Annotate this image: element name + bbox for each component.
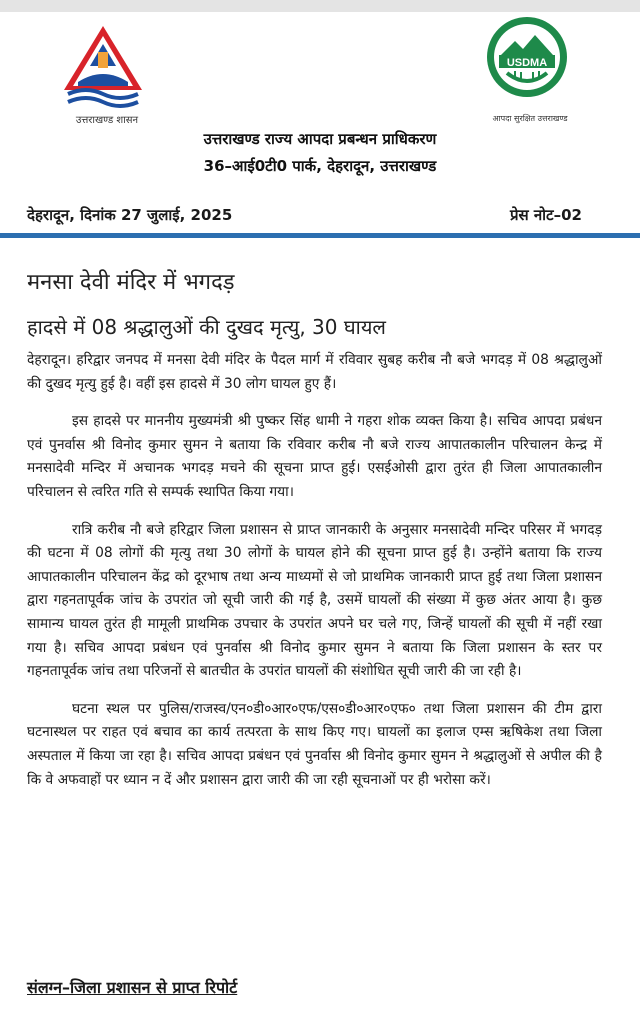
right-logo-caption: आपदा सुरक्षित उत्तराखण्ड	[492, 114, 568, 123]
paragraph-4: घटना स्थल पर पुलिस/राजस्व/एन०डी०आर०एफ/एस०डी०आर०एफ० तथा जिला प्रशासन की टीम द्वारा घटनास्थल पर राहत एवं बचाव का कार्य तत्परता के साथ किए गए। घायलों का इलाज एम्स ऋषिकेश तथा जिला अस्पताल में किया जा रहा है। सचिव आपदा प्रबंधन एवं पुनर्वास श्री विनोद कुमार सुमन ने श्रद्धालुओं से अपील की है कि वे अफवाहों पर ध्यान न दें और प्रशासन द्वारा जारी की जा रही सूचनाओं पर ही भरोसा करें।	[27, 700, 602, 788]
attachment-note: संलग्न–जिला प्रशासन से प्राप्त रिपोर्ट	[27, 978, 238, 997]
header-divider	[0, 233, 640, 238]
organization-name: उत्तराखण्ड राज्य आपदा प्रबन्धन प्राधिकरण	[203, 130, 437, 148]
organization-address: 36–आई0टी0 पार्क, देहरादून, उत्तराखण्ड	[203, 157, 437, 175]
press-release-body	[27, 349, 602, 806]
paragraph-2: इस हादसे पर माननीय मुख्यमंत्री श्री पुष्कर सिंह धामी ने गहरा शोक व्यक्त किया है। सचिव आपदा प्रबंधन एवं पुनर्वास श्री विनोद कुमार सुमन ने बताया कि रविवार करीब नौ बजे राज्य आपातकालीन परिचालन केन्द्र में मनसादेवी मन्दिर में अचानक भगदड़ मचने की सूचना प्राप्त हुई। एसईओसी द्वारा तुरंत ही जिला आपातकालीन परिचालन से त्वरित गति से सम्पर्क स्थापित किया गया।	[27, 413, 602, 500]
date-line: देहरादून, दिनांक 27 जुलाई, 2025	[27, 206, 233, 224]
uttarakhand-emblem-logo	[58, 22, 148, 122]
paragraph-1: देहरादून। हरिद्वार जनपद में मनसा देवी मंदिर के पैदल मार्ग में रविवार सुबह करीब नौ बजे भगदड़ में 08 श्रद्धालुओं की दुखद मृत्यु हुई है। वहीं इस हादसे में 30 लोग घायल हुए हैं।	[27, 352, 602, 392]
top-bar	[0, 0, 640, 12]
headline: मनसा देवी मंदिर में भगदड़	[27, 270, 235, 295]
usdma-logo-text: USDMA	[506, 57, 548, 69]
usdma-logo	[485, 15, 569, 99]
paragraph-3: रात्रि करीब नौ बजे हरिद्वार जिला प्रशासन से प्राप्त जानकारी के अनुसार मनसादेवी मन्दिर परिसर में भगदड़ की घटना में 08 लोगों की मृत्यु तथा 30 लोगों के घायल होने की सूचना प्राप्त हुई है। उन्होंने बताया कि राज्य आपातकालीन परिचालन केंद्र को दूरभाष तथा अन्य माध्यमों से जो प्राथमिक जानकारी प्राप्त हुई तथा जिला प्रशासन द्वारा गहनतापूर्वक जांच के उपरांत जो सूची जारी की गई है, उसमें घायलों की संख्या में कुछ अंतर आया है। कुछ सामान्य घायल तुरंत ही मामूली प्राथमिक उपचार के उपरांत अपने घर चले गए, जिन्हें घायलों की सूची में नहीं रखा गया है। सचिव आपदा प्रबंधन एवं पुनर्वास श्री विनोद कुमार सुमन ने बताया कि जिला प्रशासन के स्तर पर गहनतापूर्वक जांच तथा परिजनों से बातचीत के उपरांत घायलों की संशोधित सूची जारी की जा रही है।	[27, 521, 602, 680]
press-note-number: प्रेस नोट–02	[509, 206, 582, 224]
left-logo-caption: उत्तराखण्ड शासन	[75, 115, 139, 126]
subheadline: हादसे में 08 श्रद्धालुओं की दुखद मृत्यु, 30 घायल	[27, 315, 386, 339]
